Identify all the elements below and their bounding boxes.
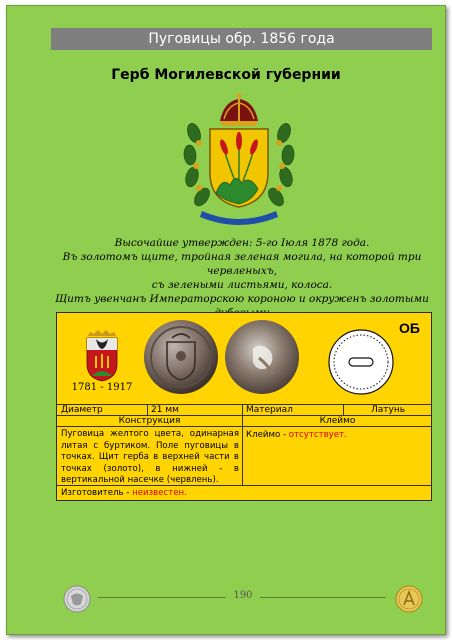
description-line: Высочайше утвержден: 5-го Іюля 1878 года. bbox=[114, 237, 370, 249]
klejmo-label: Клеймо - bbox=[246, 430, 289, 440]
klejmo-header: Клеймо bbox=[319, 416, 356, 426]
small-coat-of-arms-image bbox=[84, 328, 120, 382]
coat-of-arms-image bbox=[180, 93, 298, 233]
button-code: ОБ bbox=[399, 320, 420, 336]
table-divider bbox=[57, 426, 431, 427]
section-header: Пуговицы обр. 1856 года bbox=[51, 28, 432, 50]
eagle-coin-icon bbox=[63, 585, 91, 613]
construction-description: Пуговица желтого цвета, одинарная литая с буртиком. Поле пуговицы в точках. Щит герба в верхней части в точках (золото), в нижней - в вертикальной насечке (червлень). bbox=[61, 429, 239, 486]
construction-header: Конструкция bbox=[118, 416, 181, 426]
table-divider bbox=[147, 404, 148, 415]
klejmo-info bbox=[246, 430, 347, 440]
diameter-label: Диаметр bbox=[61, 405, 103, 415]
button-back-photo bbox=[223, 318, 301, 396]
description-line: Щитъ увенчанъ Императорскою короною и окруженъ золотыми bbox=[55, 293, 429, 305]
material-label: Материал bbox=[246, 405, 293, 415]
years-range: 1781 - 1917 bbox=[71, 382, 133, 393]
material-value: Латунь bbox=[370, 405, 406, 415]
button-front-photo bbox=[142, 318, 220, 396]
button-info-card bbox=[56, 312, 432, 501]
footer-line bbox=[260, 597, 386, 598]
klejmo-value: отсутствует. bbox=[288, 430, 347, 440]
footer-line bbox=[98, 597, 226, 598]
monogram-coin-icon bbox=[395, 585, 423, 613]
maker-value: неизвестен. bbox=[132, 488, 187, 498]
button-drawing-image bbox=[327, 328, 395, 396]
maker-info bbox=[61, 488, 187, 498]
diameter-value: 21 мм bbox=[151, 405, 179, 415]
maker-label: Изготовитель - bbox=[61, 488, 133, 498]
page-title: Герб Могилевской губернии bbox=[111, 67, 341, 83]
description-line: съ зелеными листьями, колоса. bbox=[151, 279, 333, 291]
description-line: Въ золотомъ щите, тройная зеленая могила, на которой три червленыхъ, bbox=[62, 251, 422, 277]
page-number: 190 bbox=[233, 590, 253, 601]
